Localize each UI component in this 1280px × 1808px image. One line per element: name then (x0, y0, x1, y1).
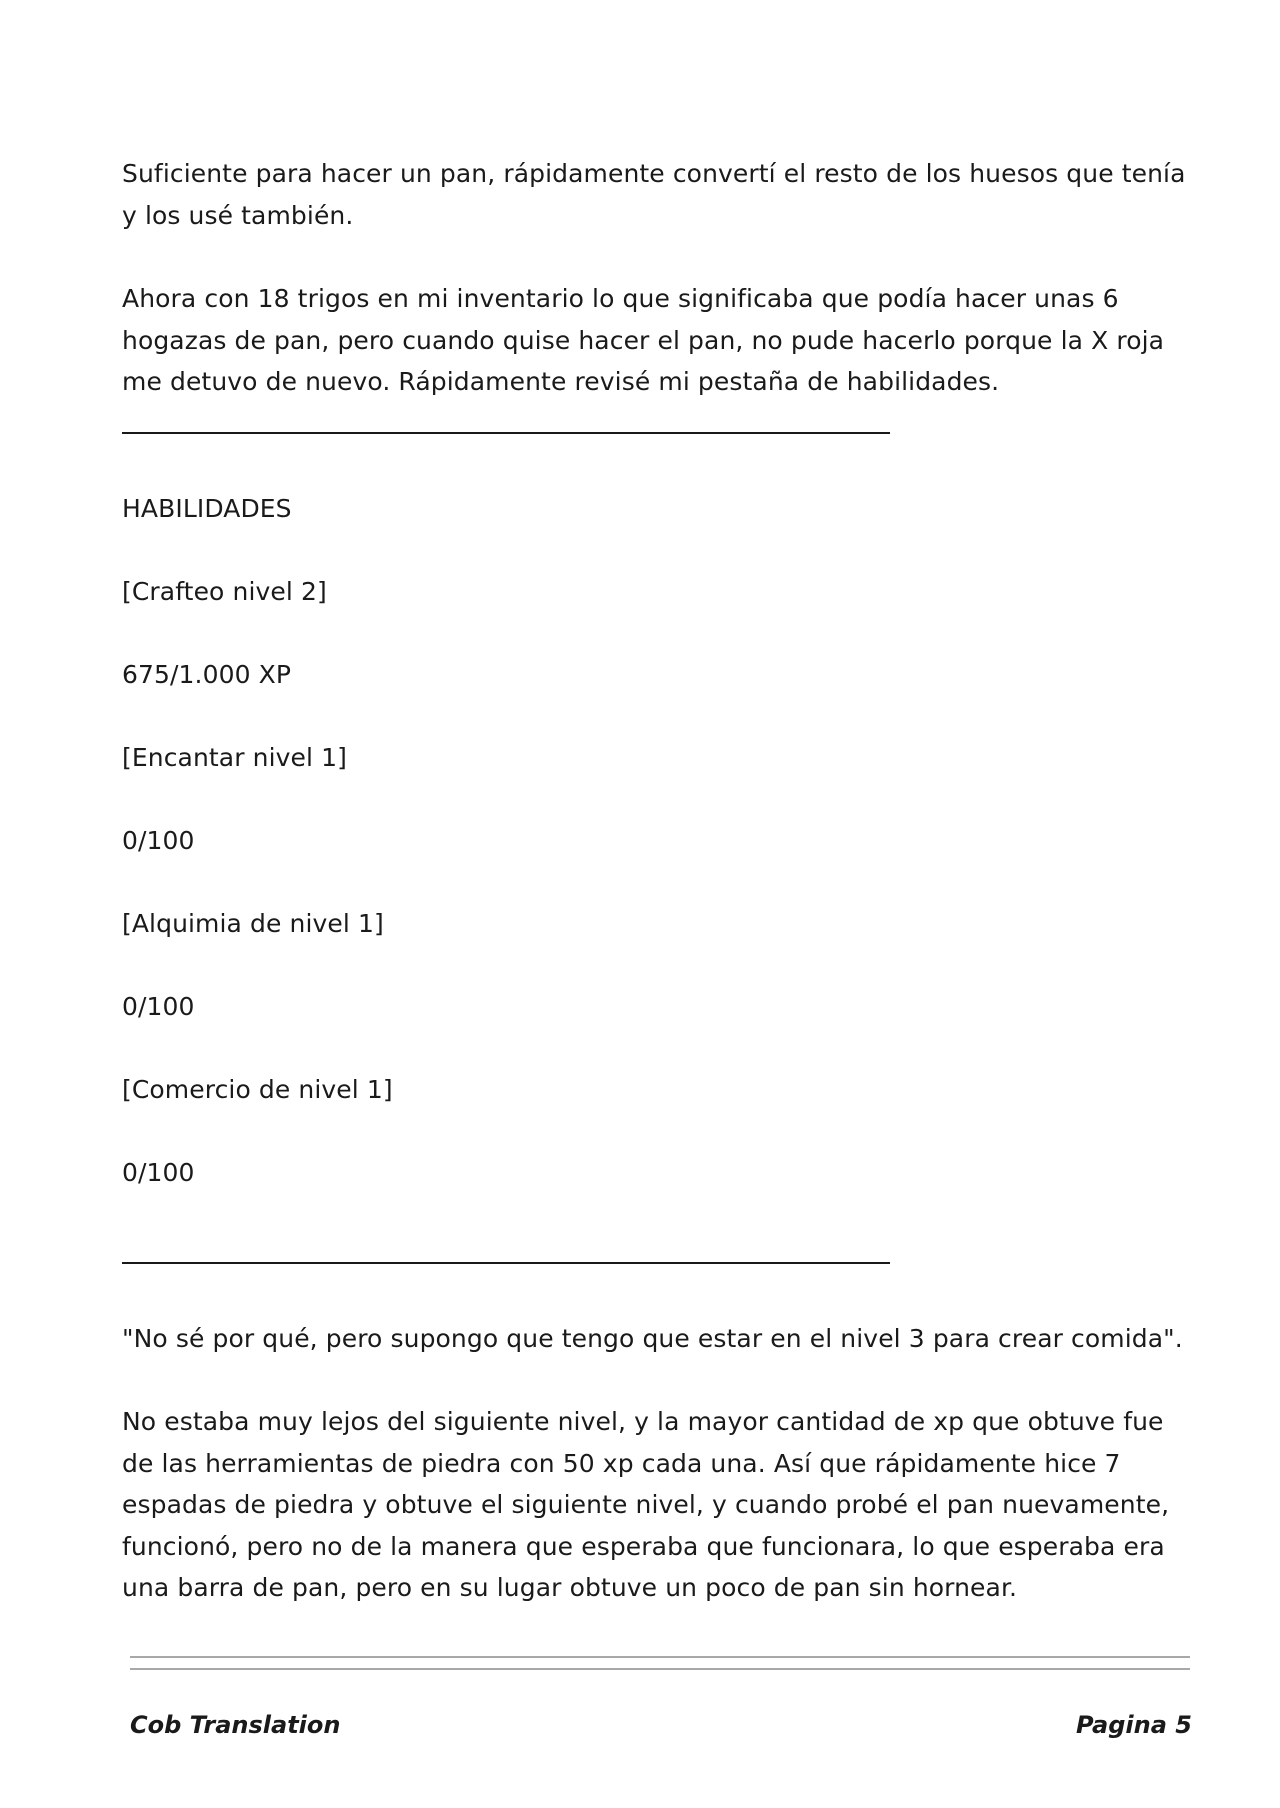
skill-trade-xp: 0/100 (122, 1158, 195, 1187)
paragraph-2: Ahora con 18 trigos en mi inventario lo que significaba que podía hacer unas 6 hogazas de pan, pero cuando quise hacer el pan, no pude hacerlo porque la X roja me detuvo de nuevo. Rápidamente revisé mi pestaña de habilidades. (122, 284, 1165, 396)
skill-alchemy: [Alquimia de nivel 1] (122, 909, 384, 938)
footer-line-2 (130, 1668, 1190, 1670)
skill-crafting-xp: 675/1.000 XP (122, 660, 292, 689)
paragraph-4: No estaba muy lejos del siguiente nivel, y la mayor cantidad de xp que obtuve fue de las herramientas de piedra con 50 xp cada una. Así que rápidamente hice 7 espadas de piedra y obtuve el siguiente nivel, y cuando probé el pan nuevamente, funcionó, pero no de la manera que esperaba que funcionara, lo que esperaba era una barra de pan, pero en su lugar obtuve un poco de pan sin hornear. (122, 1407, 1170, 1602)
skill-alchemy-xp: 0/100 (122, 992, 195, 1021)
skill-crafting: [Crafteo nivel 2] (122, 577, 327, 606)
skill-trade: [Comercio de nivel 1] (122, 1075, 393, 1104)
skill-enchanting: [Encantar nivel 1] (122, 743, 347, 772)
footer-line-1 (130, 1656, 1190, 1658)
footer-translator: Cob Translation (130, 1711, 341, 1739)
separator-bottom (122, 1262, 890, 1264)
footer-page-number: Pagina 5 (1076, 1711, 1192, 1739)
paragraph-1: Suficiente para hacer un pan, rápidamente convertí el resto de los huesos que tenía y los usé también. (122, 159, 1186, 230)
separator-top (122, 432, 890, 434)
paragraph-3: "No sé por qué, pero supongo que tengo que estar en el nivel 3 para crear comida". (122, 1324, 1183, 1353)
skill-enchanting-xp: 0/100 (122, 826, 195, 855)
skills-heading: HABILIDADES (122, 494, 292, 523)
